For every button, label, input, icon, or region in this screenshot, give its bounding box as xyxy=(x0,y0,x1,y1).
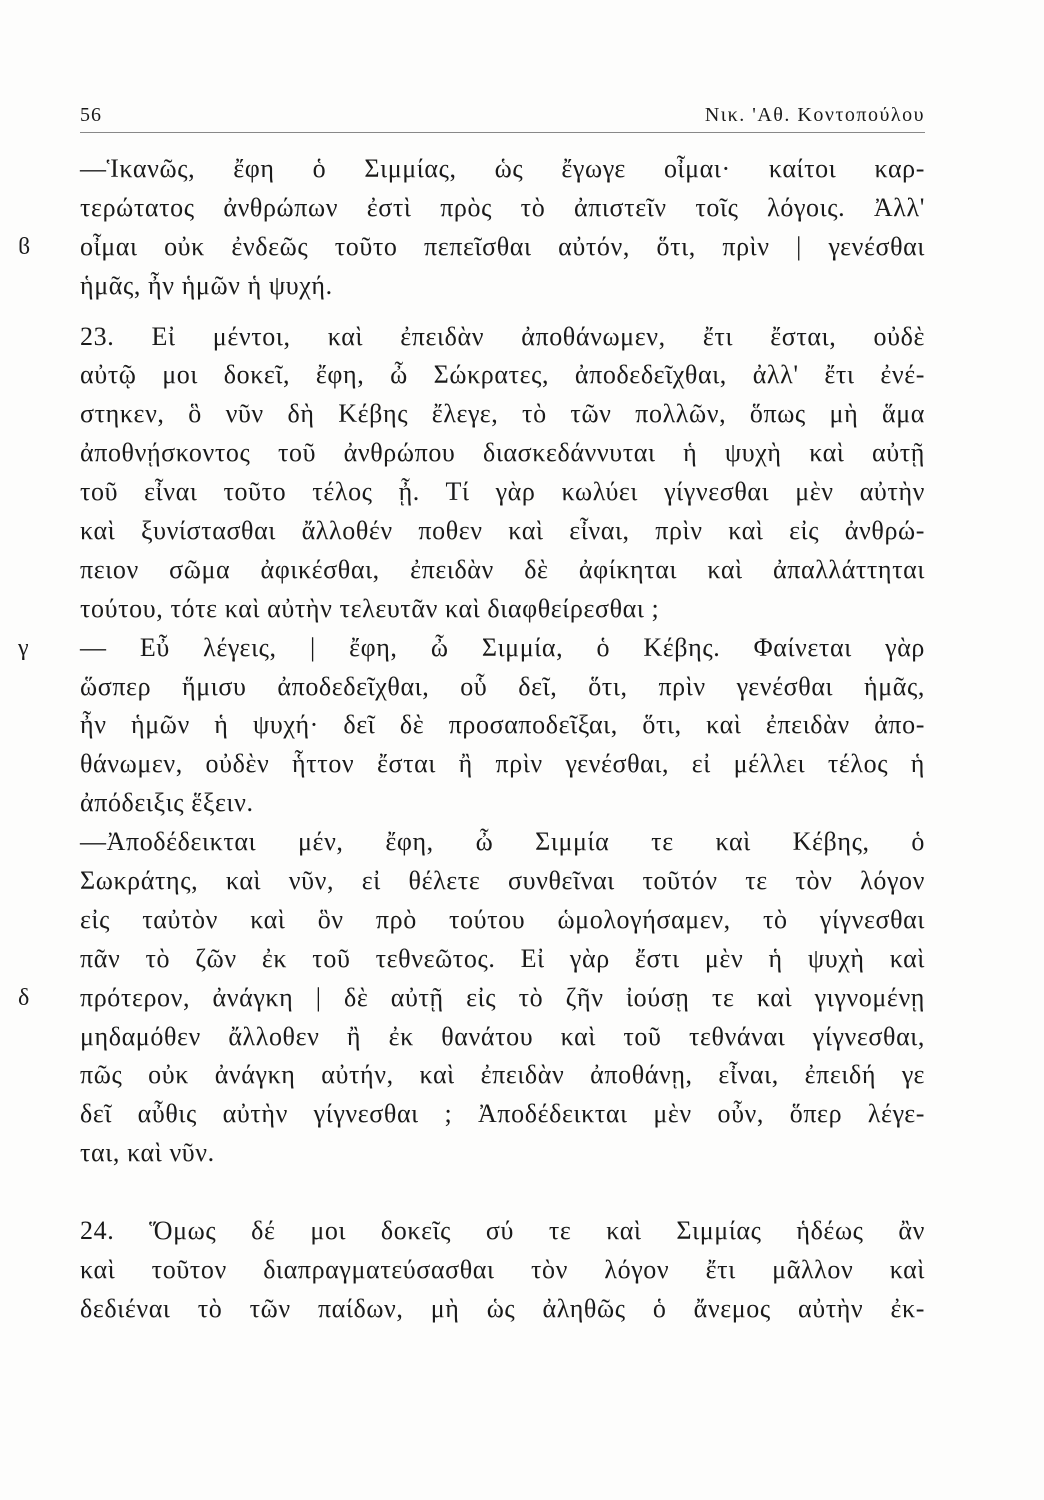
page-header xyxy=(80,98,925,133)
text-line: καὶ τοῦτον διαπραγματεύσασθαι τὸν λόγον ἔτι μᾶλλον καὶ xyxy=(80,1254,925,1284)
margin-marker-c: γ xyxy=(18,634,30,661)
text-line: μηδαμόθεν ἄλλοθεν ἢ ἐκ θανάτου καὶ τοῦ τεθνάναι γίγνεσθαι, xyxy=(80,1021,925,1051)
text-line: πᾶν τὸ ζῶν ἐκ τοῦ τεθνεῶτος. Εἰ γὰρ ἔστι μὲν ἡ ψυχὴ καὶ xyxy=(80,943,925,973)
text-line: καὶ ξυνίστασθαι ἄλλοθέν ποθεν καὶ εἶναι, πρὶν καὶ εἰς ἀνθρώ- xyxy=(80,516,925,546)
margin-marker-d: δ xyxy=(18,984,30,1011)
text-line: εἰς ταὐτὸν καὶ ὃν πρὸ τούτου ὡμολογήσαμεν, τὸ γίγνεσθαι xyxy=(80,904,925,934)
text-line: τούτου, τότε καὶ αὐτὴν τελευτᾶν καὶ διαφθείρεσθαι ; xyxy=(80,593,660,623)
text-line: δ πρότερον, ἀνάγκη | δὲ αὐτῇ εἰς τὸ ζῆν ἰούσῃ τε καὶ γιγνομένῃ xyxy=(80,979,925,1018)
text-line: θάνωμεν, οὐδὲν ἧττον ἔσται ἢ πρὶν γενέσθαι, εἰ μέλλει τέλος ἡ xyxy=(80,749,925,779)
text-line: Σωκράτης, καὶ νῦν, εἰ θέλετε συνθεῖναι τοῦτόν τε τὸν λόγον xyxy=(80,866,925,896)
text-line: ἀποθνῄσκοντος τοῦ ἀνθρώπου διασκεδάννυται ἡ ψυχὴ καὶ αὐτῇ xyxy=(80,438,925,468)
margin-marker-b: ϐ xyxy=(18,233,31,260)
text-line: πῶς οὐκ ἀνάγκη αὐτήν, καὶ ἐπειδὰν ἀποθάνῃ, εἶναι, ἐπειδή γε xyxy=(80,1060,925,1090)
text-line: ἀπόδειξις ἕξειν. xyxy=(80,788,254,818)
running-head: Νικ. 'Αθ. Κοντοπούλου xyxy=(704,104,925,126)
text-line: δεῖ αὖθις αὐτὴν γίγνεσθαι ; Ἀποδέδεικται μὲν οὖν, ὅπερ λέγε- xyxy=(80,1099,925,1129)
text-line: ὥσπερ ἥμισυ ἀποδεδεῖχθαι, οὗ δεῖ, ὅτι, πρὶν γενέσθαι ἡμᾶς, xyxy=(80,671,925,701)
text-line: αὐτῷ μοι δοκεῖ, ἔφη, ὦ Σώκρατες, ἀποδεδεῖχθαι, ἀλλ' ἔτι ἐνέ- xyxy=(80,360,925,390)
section-24-start: 24. Ὅμως δέ μοι δοκεῖς σύ τε καὶ Σιμμίας ἡδέως ἂν xyxy=(80,1216,925,1246)
text-line: ἡμᾶς, ἦν ἡμῶν ἡ ψυχή. xyxy=(80,270,333,300)
section-23-start: 23. Εἰ μέντοι, καὶ ἐπειδὰν ἀποθάνωμεν, ἔτι ἔσται, οὐδὲ xyxy=(80,321,925,351)
text-line: —Ἀποδέδεικται μέν, ἔφη, ὦ Σιμμία τε καὶ Κέβης, ὁ xyxy=(80,827,925,857)
text-line: ται, καὶ νῦν. xyxy=(80,1138,215,1168)
text-line: ϐ οἶμαι οὐκ ἐνδεῶς τοῦτο πεπεῖσθαι αὐτόν, ὅτι, πρὶν | γενέσθαι xyxy=(80,228,925,267)
page-body xyxy=(18,150,925,1329)
text-line: τερώτατος ἀνθρώπων ἐστὶ πρὸς τὸ ἀπιστεῖν τοῖς λόγοις. Ἀλλ' xyxy=(80,192,925,222)
text-line: ἦν ἡμῶν ἡ ψυχή· δεῖ δὲ προσαποδεῖξαι, ὅτι, καὶ ἐπειδὰν ἀπο- xyxy=(80,710,925,740)
text-line: δεδιέναι τὸ τῶν παίδων, μὴ ὡς ἀληθῶς ὁ ἄνεμος αὐτὴν ἐκ- xyxy=(80,1293,925,1323)
text-line: τοῦ εἶναι τοῦτο τέλος ᾖ. Τί γὰρ κωλύει γίγνεσθαι μὲν αὐτὴν xyxy=(80,477,925,507)
text-line: στηκεν, ὃ νῦν δὴ Κέβης ἔλεγε, τὸ τῶν πολλῶν, ὅπως μὴ ἅμα xyxy=(80,399,925,429)
text-line: —Ἱκανῶς, ἔφη ὁ Σιμμίας, ὡς ἔγωγε οἶμαι· καίτοι καρ- xyxy=(80,154,925,183)
text-line: πειον σῶμα ἀφικέσθαι, ἐπειδὰν δὲ ἀφίκηται καὶ ἀπαλλάττηται xyxy=(80,554,925,584)
text-line: γ — Εὖ λέγεις, | ἔφη, ὦ Σιμμία, ὁ Κέβης. Φαίνεται γὰρ xyxy=(80,629,925,668)
page-number: 56 xyxy=(80,104,102,126)
